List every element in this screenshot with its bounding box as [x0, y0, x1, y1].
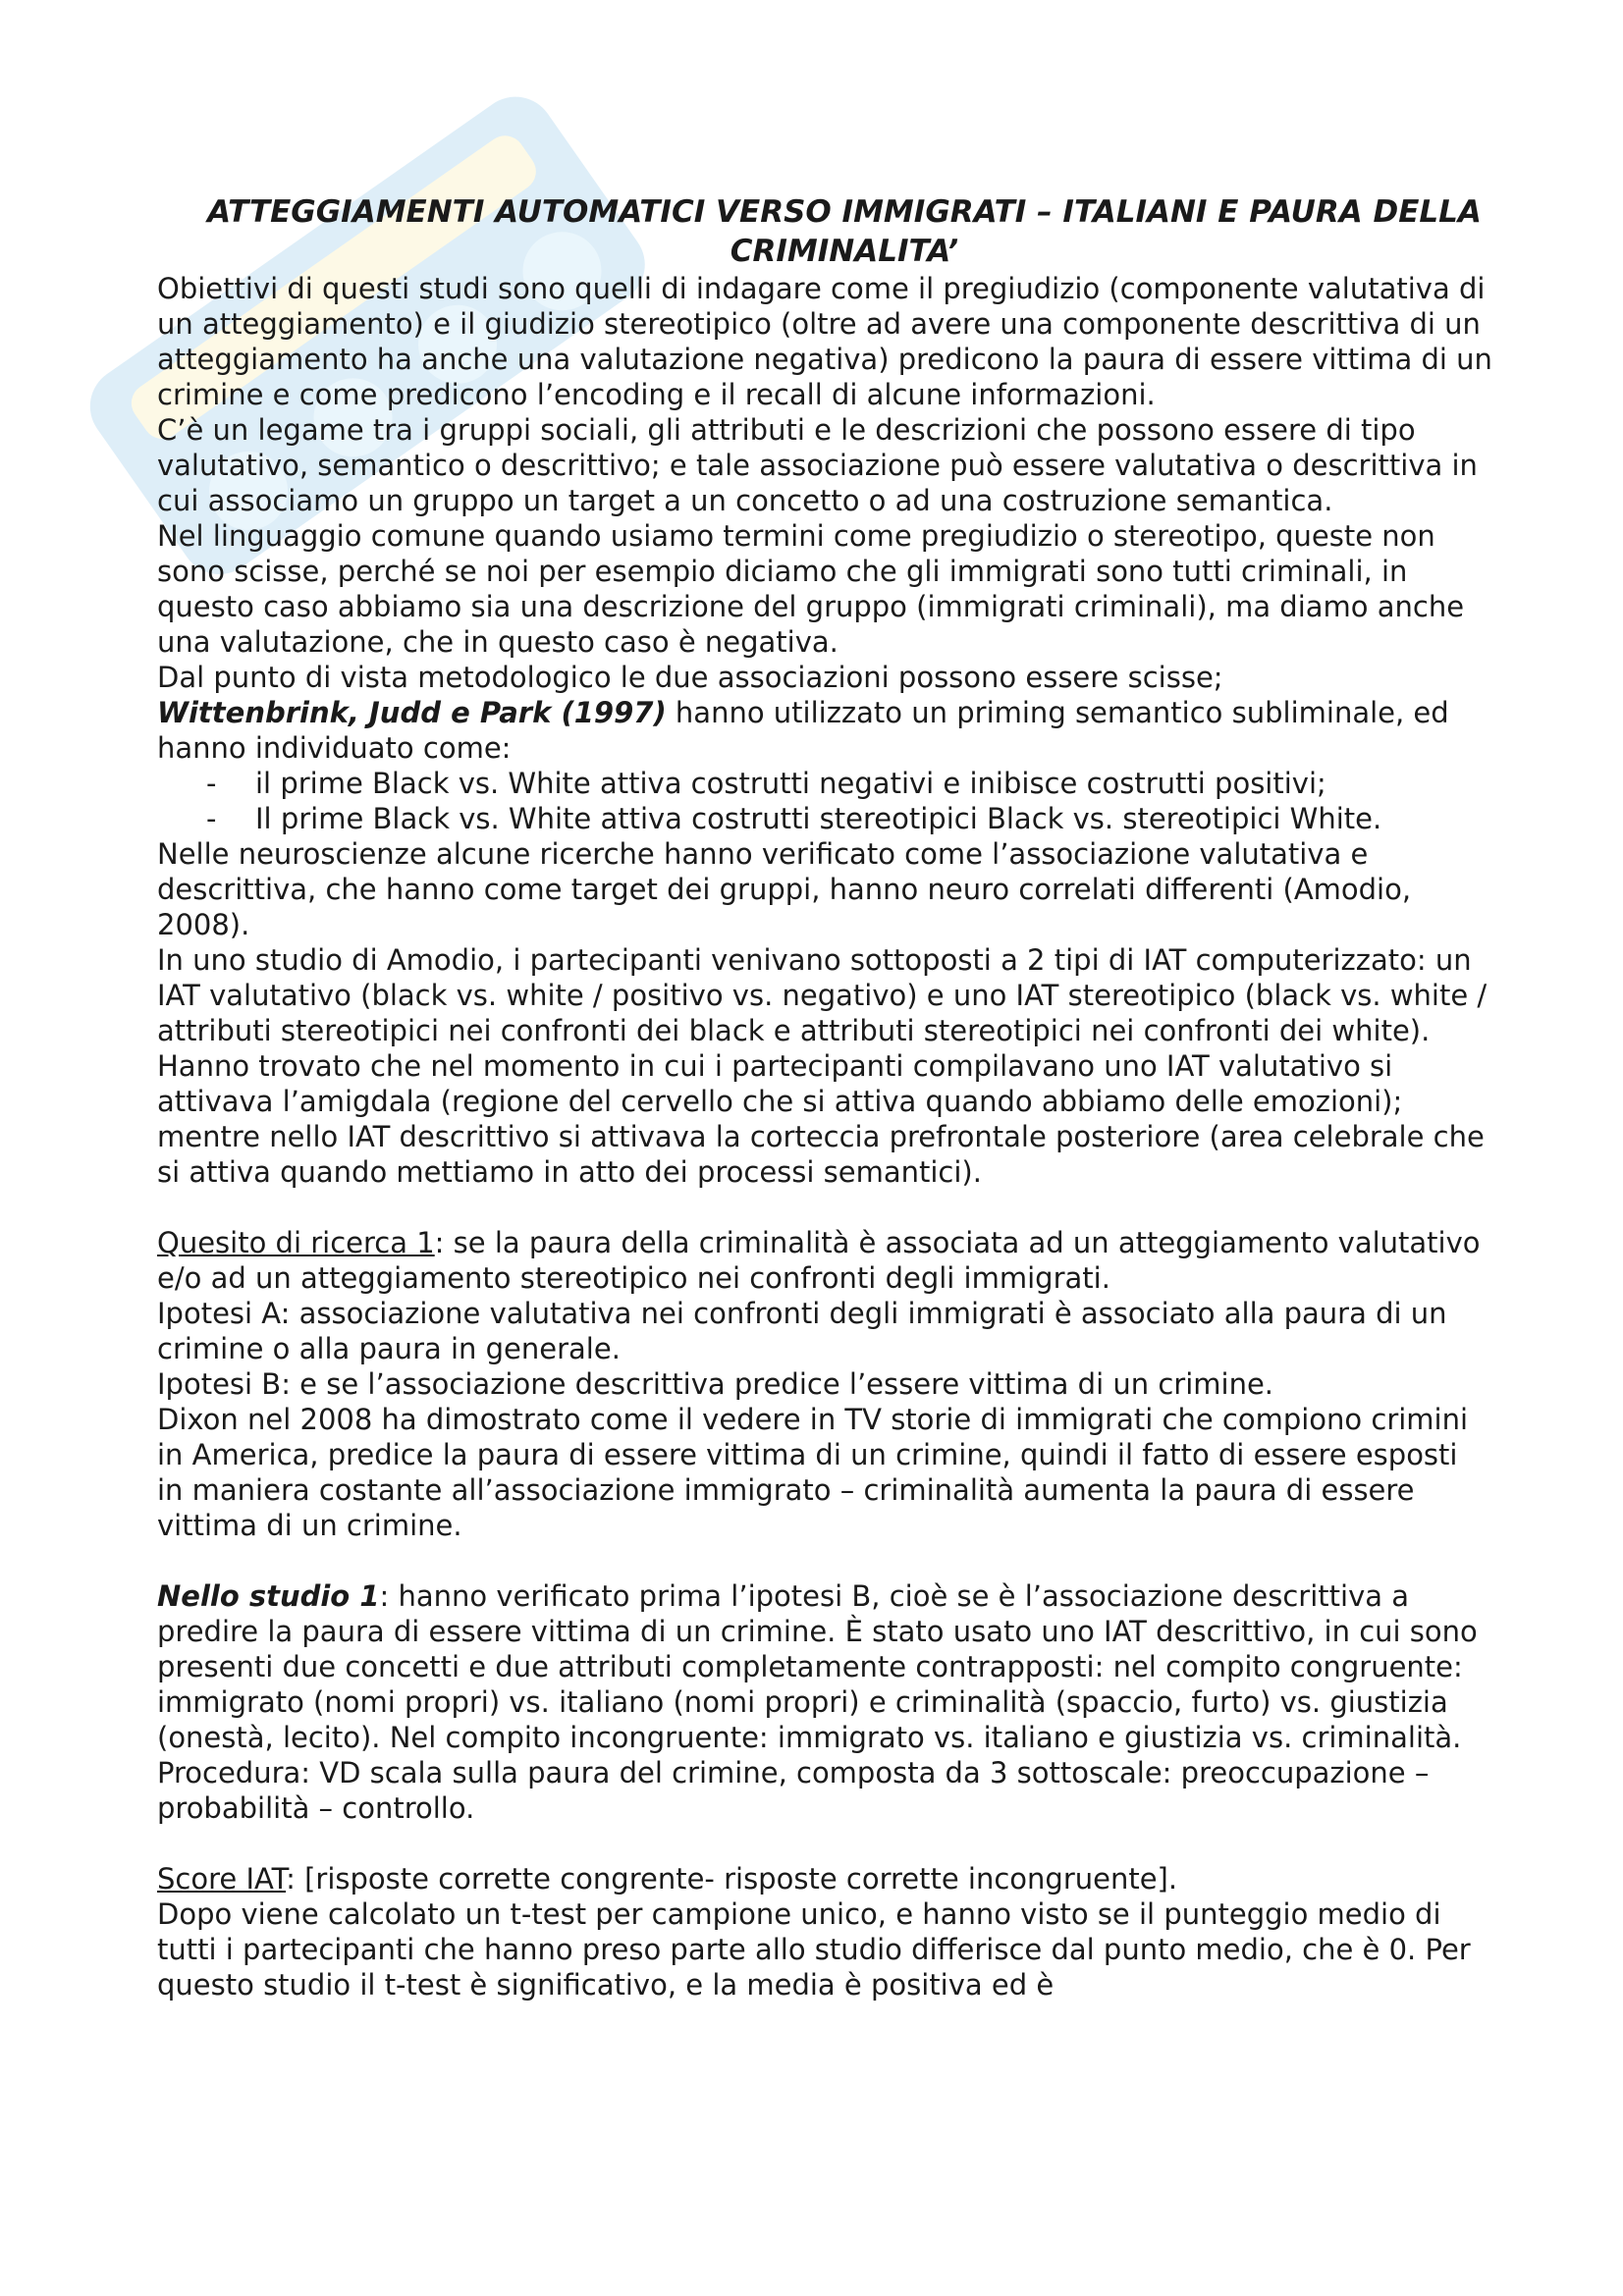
paragraph-wittenbrink	[157, 695, 1492, 766]
research-question-label: Quesito di ricerca 1	[157, 1226, 435, 1259]
paragraph-hypothesis-a: Ipotesi A: associazione valutativa nei confronti degli immigrati è associato alla paura di un crimine o alla paura in generale.	[157, 1297, 1447, 1365]
study-1-label: Nello studio 1	[157, 1579, 380, 1613]
paragraph-hypothesis-b: Ipotesi B: e se l’associazione descrittiva predice l’essere vittima di un crimine.	[157, 1367, 1274, 1401]
paragraph-research-question	[157, 1225, 1492, 1296]
document-title: ATTEGGIAMENTI AUTOMATICI VERSO IMMIGRATI – ITALIANI E PAURA DELLA CRIMINALITA’	[207, 194, 1482, 269]
paragraph-common-language: Nel linguaggio comune quando usiamo termini come pregiudizio o stereotipo, queste non sono scisse, perché se noi per esempio diciamo che gli immigrati sono tutti criminali, in questo caso abbiamo sia una descrizione del gruppo (immigrati criminali), ma diamo anche una valutazione, che in questo caso è negativa.	[157, 519, 1465, 659]
paragraph-neuroscience: Nelle neuroscienze alcune ricerche hanno verificato come l’associazione valutativa e descrittiva, che hanno come target dei gruppi, hanno neuro correlati differenti (Amodio, 2008).	[157, 837, 1412, 941]
list-item: - il prime Black vs. White attiva costrutti negativi e inibisce costrutti positivi;	[206, 766, 1492, 801]
paragraph-t-test: Dopo viene calcolato un t-test per campione unico, e hanno visto se il punteggio medio di tutti i partecipanti che hanno preso parte allo studio differisce dal punto medio, che è 0. Per questo studio il t-test è significativo, e la media è positiva ed è	[157, 1897, 1471, 2002]
paragraph-social-groups: C’è un legame tra i gruppi sociali, gli attributi e le descrizioni che possono essere di tipo valutativo, semantico o descrittivo; e tale associazione può essere valutativa o descrittiva in cui associamo un gruppo un target a un concetto o ad una costruzione semantica.	[157, 413, 1478, 517]
paragraph-methodology: Dal punto di vista metodologico le due associazioni possono essere scisse;	[157, 661, 1223, 694]
paragraph-amodio-study: In uno studio di Amodio, i partecipanti venivano sottoposti a 2 tipi di IAT computerizzato: un IAT valutativo (black vs. white / positivo vs. negativo) e uno IAT stereotipico (black vs. white / attributi stereotipici nei confronti dei black e attributi stereotipici nei confronti dei white).	[157, 943, 1488, 1047]
paragraph-objectives: Obiettivi di questi studi sono quelli di indagare come il pregiudizio (componente valutativa di un atteggiamento) e il giudizio stereotipico (oltre ad avere una componente descrittiva di un atteggiamento ha anche una valutazione negativa) predicono la paura di essere vittima di un crimine e come predicono l’encoding e il recall di alcune informazioni.	[157, 272, 1492, 411]
paragraph-dixon: Dixon nel 2008 ha dimostrato come il vedere in TV storie di immigrati che compiono crimini in America, predice la paura di essere vittima di un crimine, quindi il fatto di essere esposti in maniera costante all’associazione immigrato – criminalità aumenta la paura di essere vittima di un crimine.	[157, 1403, 1469, 1542]
paragraph-amygdala: Hanno trovato che nel momento in cui i partecipanti compilavano uno IAT valutativo si attivava l’amigdala (regione del cervello che si attiva quando abbiamo delle emozioni); mentre nello IAT descrittivo si attivava la corteccia prefrontale posteriore (area celebrale che si attiva quando mettiamo in atto dei processi semantici).	[157, 1049, 1485, 1189]
reference-wittenbrink: Wittenbrink, Judd e Park (1997)	[157, 696, 667, 729]
score-iat-label: Score IAT	[157, 1862, 287, 1896]
wittenbrink-text: hanno utilizzato un priming semantico subliminale, ed hanno individuato come:	[157, 696, 1449, 765]
score-iat-text: : [risposte corrette congrente- risposte corrette incongruente].	[286, 1862, 1178, 1896]
list-item: - Il prime Black vs. White attiva costrutti stereotipici Black vs. stereotipici White.	[206, 801, 1492, 836]
paragraph-study-1	[157, 1578, 1492, 1755]
research-question-text: : se la paura della criminalità è associata ad un atteggiamento valutativo e/o ad un atteggiamento stereotipico nei confronti degli immigrati.	[157, 1226, 1481, 1295]
paragraph-procedure: Procedura: VD scala sulla paura del crimine, composta da 3 sottoscale: preoccupazione – probabilità – controllo.	[157, 1756, 1430, 1825]
bullet-list	[157, 766, 1492, 836]
document-page	[157, 192, 1492, 2002]
paragraph-score-iat	[157, 1861, 1492, 1896]
study-1-text: : hanno verificato prima l’ipotesi B, cioè se è l’associazione descrittiva a predire la paura di essere vittima di un crimine. È stato usato uno IAT descrittivo, in cui sono presenti due concetti e due attributi completamente contrapposti: nel compito congruente: immigrato (nomi propri) vs. italiano (nomi propri) e criminalità (spaccio, furto) vs. giustizia (onestà, lecito). Nel compito incongruente: immigrato vs. italiano e giustizia vs. criminalità.	[157, 1579, 1478, 1754]
